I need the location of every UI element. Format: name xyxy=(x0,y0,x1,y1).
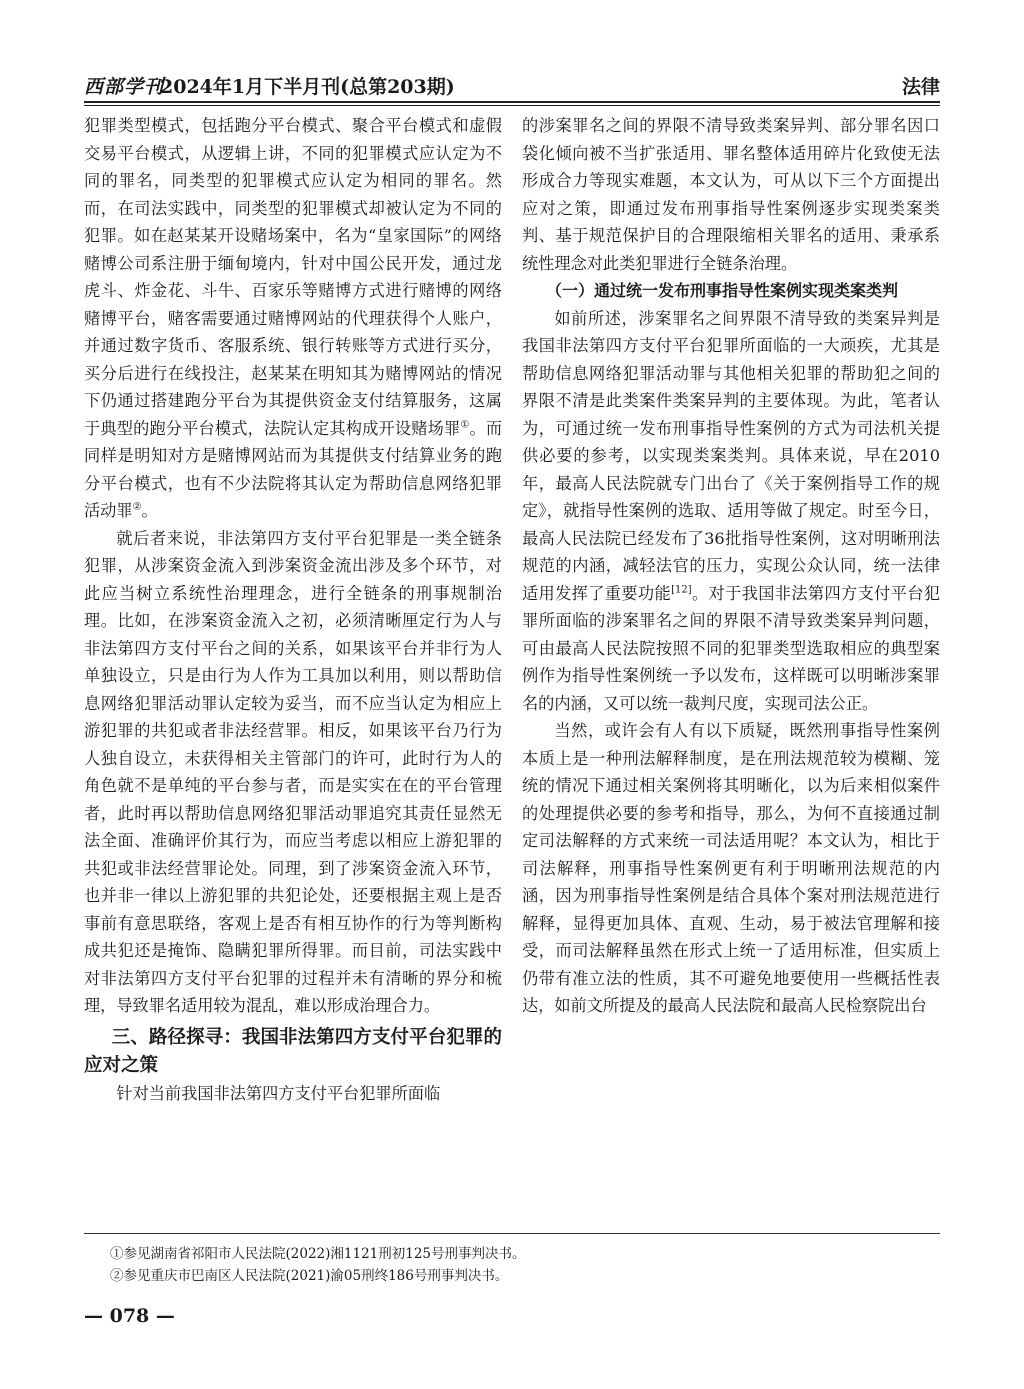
footnotes xyxy=(110,1243,930,1287)
footnote-rule xyxy=(84,1233,940,1234)
section-heading: 三、路径探寻：我国非法第四方支付平台犯罪的应对之策 xyxy=(84,1026,502,1076)
left-paragraph-1-text-c: 。 xyxy=(141,501,158,520)
left-paragraph-1-text-b: 。而同样是明知对方是赌博网站而为其提供支付结算业务的跑分平台模式，也有不少法院将其认定为帮助信息网络犯罪活动罪 xyxy=(84,418,503,520)
right-paragraph-1: 的涉案罪名之间的界限不清导致类案异判、部分罪名因口袋化倾向被不当扩张适用、罪名整体适用碎片化致使无法形成合力等现实难题，本文认为，可从以下三个方面提出应对之策，即通过发布刑事指导性案例逐步实现类案类判、基于规范保护目的合理限缩相关罪名的适用、秉承系统性理念对此类犯罪进行全链条治理。 xyxy=(522,116,940,273)
right-paragraph-2-text-b: 。对于我国非法第四方支付平台犯罪所面临的涉案罪名之间的界限不清导致类案异判问题，可由最高人民法院按照不同的犯罪类型选取相应的典型案例作为指导性案例统一予以发布，这样既可以明晰涉案罪名的内涵，又可以统一裁判尺度，实现司法公正。 xyxy=(522,583,941,713)
footnote-1: ①参见湖南省祁阳市人民法院(2022)湘1121刑初125号刑事判决书。 xyxy=(110,1246,526,1262)
header-rule xyxy=(84,101,940,103)
right-column xyxy=(522,112,940,1020)
footnote-ref-1: ① xyxy=(460,419,470,431)
issue-info: 2024年1月下半月刊(总第203期) xyxy=(160,76,455,98)
journal-logo: 西部学刊 xyxy=(84,76,165,98)
right-paragraph-3: 当然，或许会有人有以下质疑，既然刑事指导性案例本质上是一种刑法解释制度，是在刑法规范较为模糊、笼统的情况下通过相关案例将其明晰化，以为后来相似案件的处理提供必要的参考和指导，那么，为何不直接通过制定司法解释的方式来统一司法适用呢？本文认为，相比于司法解释，刑事指导性案例更有利于明晰刑法规范的内涵，因为刑事指导性案例是结合具体个案对刑法规范进行解释，显得更加具体、直观、生动，易于被法官理解和接受，而司法解释虽然在形式上统一了适用标准，但实质上仍带有准立法的性质，其不可避免地要使用一些概括性表达，如前文所提及的最高人民法院和最高人民检察院出台 xyxy=(522,721,940,1015)
citation-ref: [12] xyxy=(671,584,692,596)
left-column xyxy=(84,112,502,1107)
left-paragraph-2: 就后者来说，非法第四方支付平台犯罪是一类全链条犯罪，从涉案资金流入到涉案资金流出涉及多个环节，对此应当树立系统性治理理念，进行全链条的刑事规制治理。比如，在涉案资金流入之初，必须清晰厘定行为人与非法第四方支付平台之间的关系，如果该平台并非行为人单独设立，只是由行为人作为工具加以利用，则以帮助信息网络犯罪活动罪认定较为妥当，而不应当认定为相应上游犯罪的共犯或者非法经营罪。相反，如果该平台乃行为人独自设立，未获得相关主管部门的许可，此时行为人的角色就不是单纯的平台参与者，而是实实在在的平台管理者，此时再以帮助信息网络犯罪活动罪追究其责任显然无法全面、准确评价其行为，而应当考虑以相应上游犯罪的共犯或非法经营罪论处。同理，到了涉案资金流入环节，也并非一律以上游犯罪的共犯论处，还要根据主观上是否事前有意思联络，客观上是否有相互协作的行为等判断构成共犯还是掩饰、隐瞒犯罪所得罪。而目前，司法实践中对非法第四方支付平台犯罪的过程并未有清晰的界分和梳理，导致罪名适用较为混乱，难以形成治理合力。 xyxy=(84,528,502,1015)
footnote-2: ②参见重庆市巴南区人民法院(2021)渝05刑终186号刑事判决书。 xyxy=(110,1268,509,1284)
left-paragraph-1-text: 犯罪类型模式，包括跑分平台模式、聚合平台模式和虚假交易平台模式，从逻辑上讲，不同的犯罪模式应认定为不同的罪名，同类型的犯罪模式应认定为相同的罪名。然而，在司法实践中，同类型的犯罪模式却被认定为不同的犯罪。如在赵某某开设赌场案中，名为“皇家国际”的网络赌博公司系注册于缅甸境内，针对中国公民开发，通过龙虎斗、炸金花、斗牛、百家乐等赌博方式进行赌博的网络赌博平台，赌客需要通过赌博网站的代理获得个人账户，并通过数字货币、客服系统、银行转账等方式进行买分，买分后进行在线投注，赵某某在明知其为赌博网站的情况下仍通过搭建跑分平台为其提供资金支付结算服务，这属于典型的跑分平台模式，法院认定其构成开设赌场罪 xyxy=(84,116,502,438)
header-rule-thin xyxy=(84,105,940,106)
section-name: 法律 xyxy=(901,76,940,98)
right-paragraph-2 xyxy=(522,305,940,718)
left-paragraph-1 xyxy=(84,112,502,525)
page-number: — 078 — xyxy=(84,1305,175,1327)
footnote-ref-2: ② xyxy=(132,501,142,513)
left-paragraph-3: 针对当前我国非法第四方支付平台犯罪所面临 xyxy=(116,1083,441,1103)
subsection-heading: （一）通过统一发布刑事指导性案例实现类案类判 xyxy=(546,281,899,300)
right-paragraph-2-text: 如前所述，涉案罪名之间界限不清导致的类案异判是我国非法第四方支付平台犯罪所面临的一大顽疾，尤其是帮助信息网络犯罪活动罪与其他相关犯罪的帮助犯之间的界限不清是此类案件类案异判的主要体现。为此，笔者认为，可通过统一发布刑事指导性案例的方式为司法机关提供必要的参考，以实现类案类判。具体来说，早在2010年，最高人民法院就专门出台了《关于案例指导工作的规定》，就指导性案例的选取、适用等做了规定。时至今日，最高人民法院已经发布了36批指导性案例，这对明晰刑法规范的内涵，减轻法官的压力，实现公众认同，统一法律适用发挥了重要功能 xyxy=(522,308,940,603)
